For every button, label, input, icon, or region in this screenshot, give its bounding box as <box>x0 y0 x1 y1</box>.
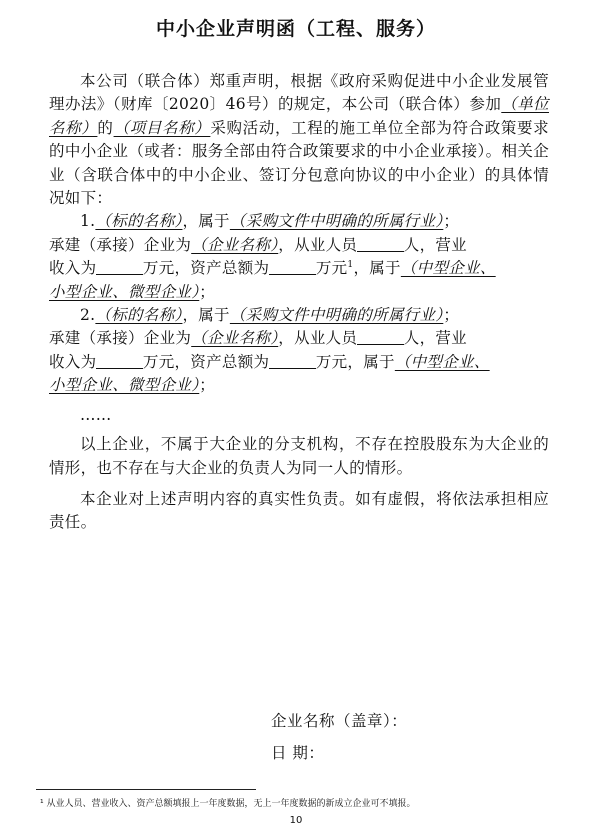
revenue-label: 收入为 <box>49 352 97 371</box>
size-placeholder-a: （中型企业、 <box>394 352 490 371</box>
project-name-placeholder: （项目名称） <box>113 118 211 137</box>
declaration-body <box>49 70 549 535</box>
staff-blank <box>357 329 404 346</box>
industry-placeholder: （采购文件中明确的所属行业） <box>229 306 444 325</box>
asset-unit: 万元 <box>315 259 348 278</box>
ellipsis: …… <box>80 405 112 424</box>
footnote-mark: 1 <box>347 260 354 271</box>
company-placeholder: （企业名称） <box>191 235 279 254</box>
revenue-blank <box>96 259 143 276</box>
footnote-divider <box>36 789 256 790</box>
belong-text: ，属于 <box>182 212 230 231</box>
asset-blank <box>269 259 316 276</box>
intro-paragraph <box>49 70 549 210</box>
size-label: ，属于 <box>353 259 401 278</box>
signature-date-label: 日 期： <box>271 744 325 762</box>
asset-unit: 万元， <box>315 352 364 371</box>
size-label: 属于 <box>363 352 395 371</box>
responsibility-paragraph: 本企业对上述声明内容的真实性负责。如有虚假，将依法承担相应责任。 <box>49 489 549 532</box>
footnote: ¹ 从业人员、营业收入、资产总额填报上一年度数据，无上一年度数据的新成立企业可不填报。 <box>40 799 416 809</box>
revenue-blank <box>96 352 143 369</box>
enterprise-item-1 <box>49 210 549 304</box>
unit-name-placeholder: （单位名称） <box>49 95 549 137</box>
staff-unit: 人，营业 <box>403 235 467 254</box>
item-number: 2. <box>80 306 96 325</box>
size-placeholder-b: 小型企业、微型企业） <box>49 282 200 301</box>
size-placeholder-b: 小型企业、微型企业） <box>49 376 200 395</box>
enterprise-item-2 <box>49 304 549 398</box>
subject-placeholder: （标的名称） <box>95 212 183 231</box>
semicolon: ； <box>443 212 460 231</box>
revenue-label: 收入为 <box>49 259 97 278</box>
intro-text-2: 的 <box>97 118 114 137</box>
staff-blank <box>357 235 404 252</box>
contractor-label: 承建（承接）企业为 <box>49 235 192 254</box>
item-size-line <box>49 281 549 304</box>
item-number: 1. <box>80 212 96 231</box>
item-subject-line <box>49 210 549 233</box>
item-revenue-line <box>49 351 549 374</box>
semicolon: ； <box>443 306 460 325</box>
intro-text-1: 本公司（联合体）郑重声明，根据《政府采购促进中小企业发展管理办法》（财库〔2020〕46号）的规定，本公司（联合体）参加 <box>49 72 549 114</box>
semicolon: ； <box>199 376 216 395</box>
asset-blank <box>269 352 316 369</box>
asset-label: 万元，资产总额为 <box>142 259 270 278</box>
subject-placeholder: （标的名称） <box>95 306 183 325</box>
item-revenue-line <box>49 257 549 280</box>
company-placeholder: （企业名称） <box>191 329 279 348</box>
asset-label: 万元，资产总额为 <box>142 352 270 371</box>
page-number: 10 <box>289 815 303 826</box>
staff-label: ，从业人员 <box>278 235 358 254</box>
item-contractor-line <box>49 234 549 257</box>
item-size-line <box>49 374 549 397</box>
branch-statement-paragraph: 以上企业，不属于大企业的分支机构，不存在控股股东为大企业的情形，也不存在与大企业的负责人为同一人的情形。 <box>49 435 549 477</box>
item-subject-line <box>49 304 549 327</box>
staff-label: ，从业人员 <box>278 329 358 348</box>
belong-text: ，属于 <box>182 306 230 325</box>
industry-placeholder: （采购文件中明确的所属行业） <box>229 212 444 231</box>
intro-text-3: 采购活动，工程的施工单位全部为符合政策要求的中小企业（或者：服务全部由符合政策要求的中小企业承接）。相关企业（含联合体中的中小企业、签订分包意向协议的中小企业）的具体情况如下： <box>49 118 549 208</box>
contractor-label: 承建（承接）企业为 <box>49 329 192 348</box>
signature-company-label: 企业名称（盖章）： <box>271 712 408 730</box>
size-placeholder-a: （中型企业、 <box>400 259 496 278</box>
semicolon: ； <box>199 282 216 301</box>
page-title: 中小企业声明函（工程、服务） <box>155 18 436 40</box>
staff-unit: 人，营业 <box>403 329 467 348</box>
item-contractor-line <box>49 327 549 350</box>
